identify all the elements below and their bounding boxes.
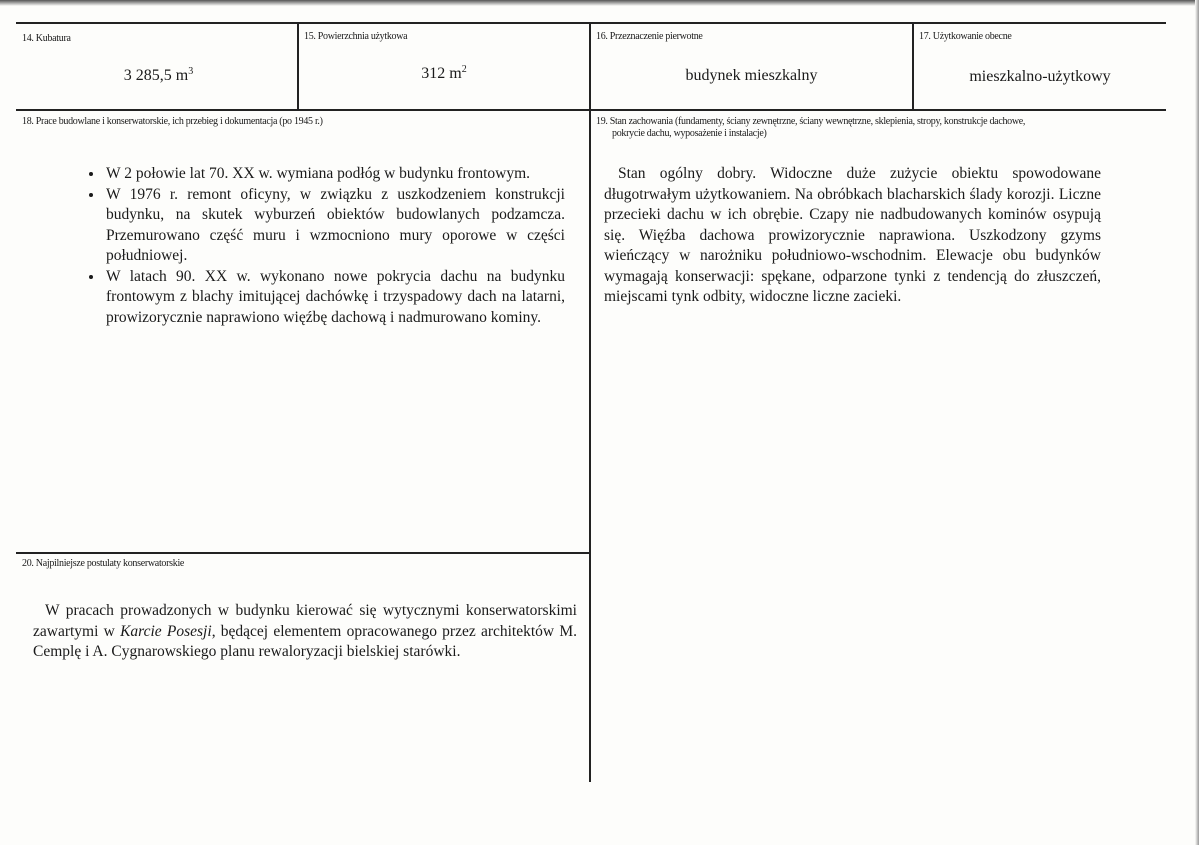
scan-edge-right: [1195, 0, 1199, 845]
unit-superscript: 3: [188, 66, 194, 77]
stan-label-line1: 19. Stan zachowania (fundamenty, ściany zewnętrzne, ściany wewnętrzne, sklepienia, stropy, konstrukcje dachowe,: [596, 116, 1026, 127]
uzytkowanie-value: mieszkalno-użytkowy: [969, 68, 1111, 85]
postulaty-text: [33, 601, 577, 663]
postulaty-text-part: W pracach prowadzonych w budynku kierować się wytycznymi konserwatorskimi zawartymi w: [33, 602, 577, 640]
uzytkowanie-label: 17. Użytkowanie obecne: [919, 31, 1012, 42]
col-divider: [589, 22, 591, 782]
row-divider: [16, 109, 1166, 111]
prace-label: 18. Prace budowlane i konserwatorskie, ich przebieg i dokumentacja (po 1945 r.): [22, 116, 323, 127]
scan-edge-top: [0, 0, 1199, 6]
przeznaczenie-label: 16. Przeznaczenie pierwotne: [596, 31, 703, 42]
kubatura-number: 3 285,5 m: [123, 67, 189, 84]
list-item: • W 2 połowie lat 70. XX w. wymiana podłóg w budynku frontowym.: [104, 164, 565, 185]
powierzchnia-value: [299, 65, 589, 83]
stan-label: [596, 116, 1156, 140]
powierzchnia-number: 312 m: [421, 65, 462, 82]
list-item: • W 1976 r. remont oficyny, w związku z uszkodzeniem konstrukcji budynku, na skutek wyburzeń obiektów budowlanych podzamcza. Przemurowano część muru i wzmocniono mury oporowe w części południowej.: [104, 185, 565, 267]
karta-posesji-title: Karcie Posesji: [120, 622, 212, 640]
postulaty-label: 20. Najpilniejsze postulaty konserwatorskie: [22, 558, 185, 569]
col-divider: [912, 22, 914, 111]
kubatura-label: 14. Kubatura: [22, 33, 71, 44]
stan-text: Stan ogólny dobry. Widoczne duże zużycie obiektu spowodowane długotrwałym użytkowaniem. Na obróbkach blacharskich ślady korozji. Liczne przecieki dachu w ich obrębie. Czapy nie nadbudowanych kominów osypują się. Więźba dachowa prowizorycznie naprawiona. Uszkodzony gzyms wieńczący w narożniku południowo-wschodnim. Elewacje obu budynków wymagają konserwacji: spękane, odparzone tynki z tendencją do złuszczeń, miejscami tynk odbity, widoczne liczne zacieki.: [604, 165, 1101, 305]
kubatura-value: [20, 67, 297, 85]
list-item: • W latach 90. XX w. wykonano nowe pokrycia dachu na budynku frontowym z blachy imitującej dachówkę i trzyspadowy dach na latarni, prowizorycznie naprawiono więźbę dachową i nadmurowano kominy.: [104, 267, 565, 329]
table-top-border: [16, 22, 1166, 24]
stan-label-line2: pokrycie dachu, wyposażenie i instalacje): [612, 128, 767, 139]
przeznaczenie-value: budynek mieszkalny: [685, 67, 818, 84]
prace-list: [80, 164, 565, 328]
postulaty-text-part: , będącej elementem opracowanego przez architektów M. Cemplę i A. Cygnarowskiego planu rewaloryzacji bielskiej starówki.: [33, 622, 577, 660]
unit-superscript: 2: [461, 64, 467, 75]
powierzchnia-label: 15. Powierzchnia użytkowa: [304, 31, 408, 42]
section-20-divider: [16, 552, 591, 554]
